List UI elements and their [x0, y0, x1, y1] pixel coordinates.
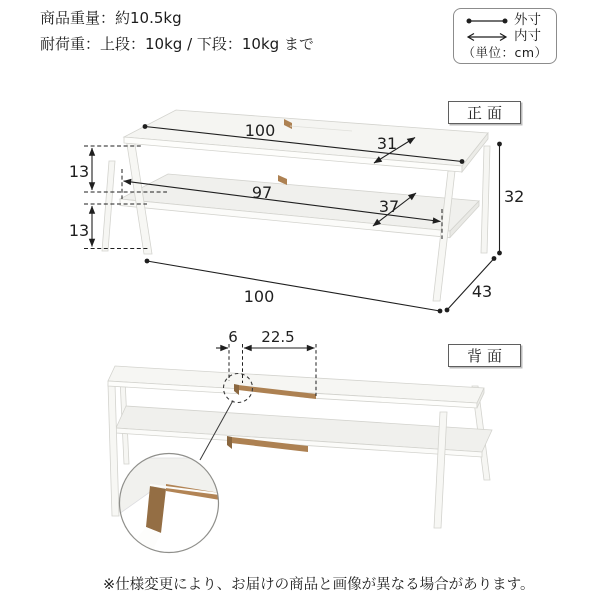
notch-detail-callout: [119, 374, 253, 553]
legend-inner-row: [454, 29, 556, 44]
dim-front-top-width: 100: [244, 121, 276, 140]
dim-front-inner-width: 97: [251, 183, 273, 202]
dimension-legend: [453, 8, 557, 64]
outer-dimension-icon: [465, 16, 509, 26]
legend-unit-label: （単位：cm）: [462, 45, 548, 60]
dim-front-lower-13: 13: [68, 221, 90, 240]
disclaimer-note: ※仕様変更により、お届けの商品と画像が異なる場合があります。: [103, 577, 535, 593]
front-view-label: 正面: [448, 101, 521, 124]
back-view-label: 背面: [448, 344, 521, 367]
back-view-dimension-labels: [228, 328, 294, 346]
product-weight-line: 商品重量：約10.5kg: [40, 9, 182, 27]
front-view-illustration: [102, 110, 493, 301]
legend-inner-label: 内寸: [514, 28, 541, 44]
product-load-line: 耐荷重：上段：10kg / 下段：10kg まで: [40, 34, 314, 53]
product-info: [40, 6, 314, 57]
legend-outer-label: 外寸: [514, 12, 541, 28]
dim-front-top-depth: 31: [376, 134, 398, 153]
inner-dimension-icon: [465, 32, 509, 42]
dim-front-bottom-width: 100: [243, 287, 275, 306]
dim-front-depth: 43: [471, 282, 493, 301]
dim-front-upper-13: 13: [68, 162, 90, 181]
dim-back-notch-width: 22.5: [261, 328, 295, 346]
dim-front-lower-depth: 37: [378, 197, 400, 216]
legend-outer-row: [454, 13, 556, 28]
dim-back-notch-offset: 6: [228, 328, 238, 346]
dim-front-height: 32: [504, 187, 525, 206]
